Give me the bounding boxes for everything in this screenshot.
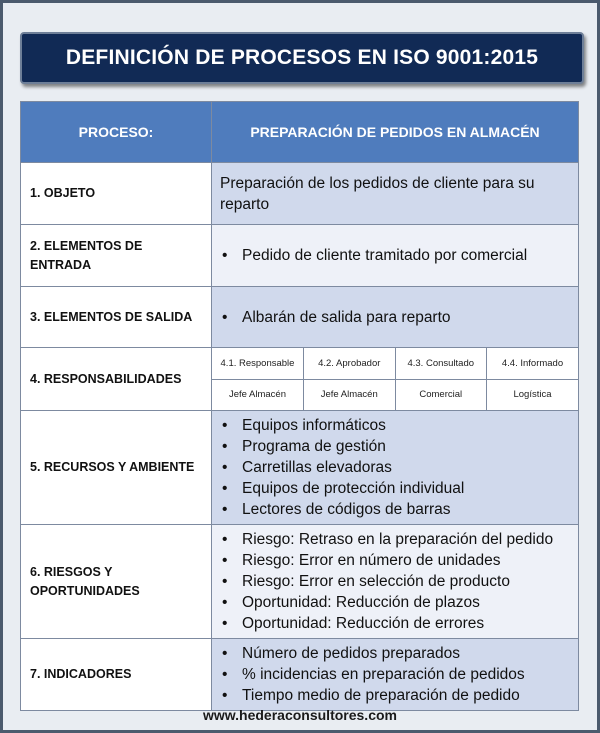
entrada-list bbox=[212, 241, 578, 270]
list-item: • Riesgo: Error en selección de producto bbox=[220, 571, 572, 592]
row-salida bbox=[21, 287, 579, 348]
list-item: • Equipos informáticos bbox=[220, 415, 572, 436]
row-entrada bbox=[21, 225, 579, 287]
table-header-row bbox=[21, 102, 579, 163]
document-title: DEFINICIÓN DE PROCESOS EN ISO 9001:2015 bbox=[20, 32, 584, 84]
list-item: • Equipos de protección individual bbox=[220, 478, 572, 499]
header-process-name: PREPARACIÓN DE PEDIDOS EN ALMACÉN bbox=[212, 102, 579, 163]
row-riesgos bbox=[21, 525, 579, 639]
label-responsabilidades: 4. RESPONSABILIDADES bbox=[21, 348, 212, 411]
value-recursos bbox=[212, 411, 579, 525]
salida-list bbox=[212, 303, 578, 332]
raci-name-consultado: Comercial bbox=[395, 379, 487, 410]
list-item: • Oportunidad: Reducción de errores bbox=[220, 613, 572, 634]
riesgos-list bbox=[212, 525, 578, 638]
list-item: • Tiempo medio de preparación de pedido bbox=[220, 685, 572, 706]
raci-name-responsable: Jefe Almacén bbox=[212, 379, 304, 410]
value-responsabilidades bbox=[212, 348, 579, 411]
list-item: • Número de pedidos preparados bbox=[220, 643, 572, 664]
label-entrada: 2. ELEMENTOS DE ENTRADA bbox=[21, 225, 212, 287]
value-indicadores bbox=[212, 639, 579, 711]
raci-name-aprobador: Jefe Almacén bbox=[304, 379, 396, 410]
recursos-list bbox=[212, 411, 578, 524]
list-item: • Carretillas elevadoras bbox=[220, 457, 572, 478]
list-item: • Lectores de códigos de barras bbox=[220, 499, 572, 520]
list-item: • Albarán de salida para reparto bbox=[220, 307, 572, 328]
raci-role-aprobador: 4.2. Aprobador bbox=[304, 348, 396, 379]
label-salida: 3. ELEMENTOS DE SALIDA bbox=[21, 287, 212, 348]
footer-website: www.hederaconsultores.com bbox=[203, 707, 397, 723]
list-item: • Pedido de cliente tramitado por comercial bbox=[220, 245, 572, 266]
raci-name-informado: Logística bbox=[487, 379, 579, 410]
list-item: • Riesgo: Error en número de unidades bbox=[220, 550, 572, 571]
row-responsabilidades bbox=[21, 348, 579, 411]
label-recursos: 5. RECURSOS Y AMBIENTE bbox=[21, 411, 212, 525]
row-indicadores bbox=[21, 639, 579, 711]
list-item: • Programa de gestión bbox=[220, 436, 572, 457]
row-objeto bbox=[21, 163, 579, 225]
raci-names-row bbox=[212, 379, 578, 410]
row-recursos bbox=[21, 411, 579, 525]
value-riesgos bbox=[212, 525, 579, 639]
header-process-label: PROCESO: bbox=[21, 102, 212, 163]
list-item: • Oportunidad: Reducción de plazos bbox=[220, 592, 572, 613]
raci-role-informado: 4.4. Informado bbox=[487, 348, 579, 379]
value-salida bbox=[212, 287, 579, 348]
list-item: • % incidencias en preparación de pedidos bbox=[220, 664, 572, 685]
objeto-text: Preparación de los pedidos de cliente para su reparto bbox=[220, 174, 535, 213]
value-entrada bbox=[212, 225, 579, 287]
indicadores-list bbox=[212, 639, 578, 710]
process-table bbox=[20, 101, 579, 711]
raci-role-consultado: 4.3. Consultado bbox=[395, 348, 487, 379]
label-indicadores: 7. INDICADORES bbox=[21, 639, 212, 711]
list-item: • Riesgo: Retraso en la preparación del pedido bbox=[220, 529, 572, 550]
label-objeto: 1. OBJETO bbox=[21, 163, 212, 225]
raci-table bbox=[212, 348, 578, 410]
raci-roles-row bbox=[212, 348, 578, 379]
label-riesgos: 6. RIESGOS Y OPORTUNIDADES bbox=[21, 525, 212, 639]
raci-role-responsable: 4.1. Responsable bbox=[212, 348, 304, 379]
value-objeto bbox=[212, 163, 579, 225]
